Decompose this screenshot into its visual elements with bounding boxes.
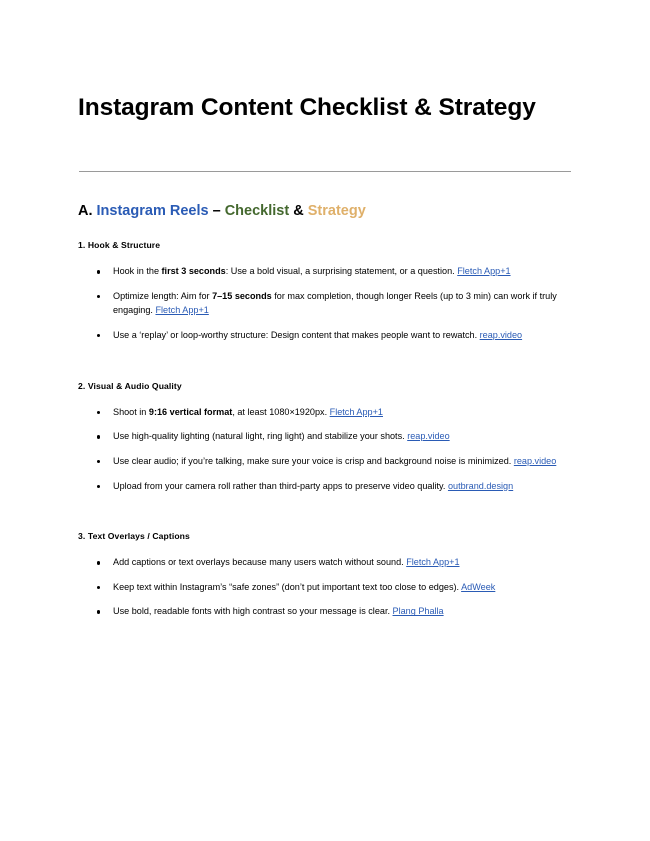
section-a-dash: –: [212, 203, 221, 220]
subsection-heading: 1. Hook & Structure: [78, 240, 161, 251]
bullet-list: [78, 405, 572, 493]
body-text: Use bold, readable fonts with high contrast so your message is clear.: [113, 606, 393, 617]
section-a-heading: [78, 180, 572, 221]
emphasis-text: 9:16 vertical format: [148, 406, 233, 417]
list-item: [78, 479, 572, 494]
list-item: [78, 429, 572, 444]
body-text: Keep text within Instagram’s “safe zones” (don’t put important text too close to edges).: [113, 581, 462, 592]
page-title: Instagram Content Checklist & Strategy: [78, 94, 536, 121]
body-text: for max completion, though longer Reels (up to 3 min) can work if truly engaging.: [113, 290, 557, 316]
section-spacer: [78, 493, 572, 512]
list-item: [78, 454, 572, 469]
list-item: [78, 289, 572, 318]
section-a-prefix: A.: [78, 203, 93, 220]
body-text: Use a ‘replay’ or loop-worthy structure: Design content that makes people want to rewatch.: [113, 329, 480, 340]
bullet-list: [78, 264, 572, 342]
citation-link[interactable]: Fletch App+1: [329, 406, 383, 417]
emphasis-text: 7–15 seconds: [212, 290, 272, 301]
citation-link[interactable]: reap.video: [407, 431, 450, 442]
body-text: Use high-quality lighting (natural light, ring light) and stabilize your shots.: [113, 431, 408, 442]
section-a-part-strategy: Strategy: [307, 203, 366, 220]
list-item: [78, 405, 572, 420]
citation-link[interactable]: Plang Phalla: [392, 606, 444, 617]
title-divider: [79, 171, 571, 172]
section-a-part-checklist: Checklist: [224, 203, 290, 220]
body-text: Hook in the: [113, 266, 162, 277]
section-a-ampersand: &: [293, 203, 304, 220]
body-text: Use clear audio; if you’re talking, make sure your voice is crisp and background noise is minimized.: [113, 455, 514, 466]
subsection-heading: 3. Text Overlays / Captions: [78, 531, 190, 542]
citation-link[interactable]: Fletch App+1: [155, 305, 209, 316]
sections-container: [78, 221, 572, 619]
section-spacer: [78, 343, 572, 362]
citation-link[interactable]: reap.video: [479, 329, 523, 340]
subsection-heading: 2. Visual & Audio Quality: [78, 380, 182, 391]
body-text: , at least 1080×1920px.: [232, 406, 330, 417]
emphasis-text: first 3 seconds: [161, 266, 226, 277]
bullet-list: [78, 555, 572, 619]
citation-link[interactable]: reap.video: [513, 455, 557, 466]
list-item: [78, 604, 572, 619]
list-item: [78, 555, 572, 570]
body-text: Shoot in: [113, 406, 149, 417]
citation-link[interactable]: Fletch App+1: [406, 557, 460, 568]
body-text: : Use a bold visual, a surprising statement, or a question.: [225, 266, 458, 277]
body-text: Upload from your camera roll rather than third-party apps to preserve video quality.: [113, 480, 448, 491]
body-text: Add captions or text overlays because many users watch without sound.: [113, 557, 407, 568]
citation-link[interactable]: outbrand.design: [447, 480, 514, 491]
list-item: [78, 328, 572, 343]
citation-link[interactable]: Fletch App+1: [457, 266, 511, 277]
list-item: [78, 580, 572, 595]
section-a-part-reels: Instagram Reels: [96, 203, 209, 220]
list-item: [78, 264, 572, 279]
body-text: Optimize length: Aim for: [113, 290, 213, 301]
citation-link[interactable]: AdWeek: [461, 581, 496, 592]
